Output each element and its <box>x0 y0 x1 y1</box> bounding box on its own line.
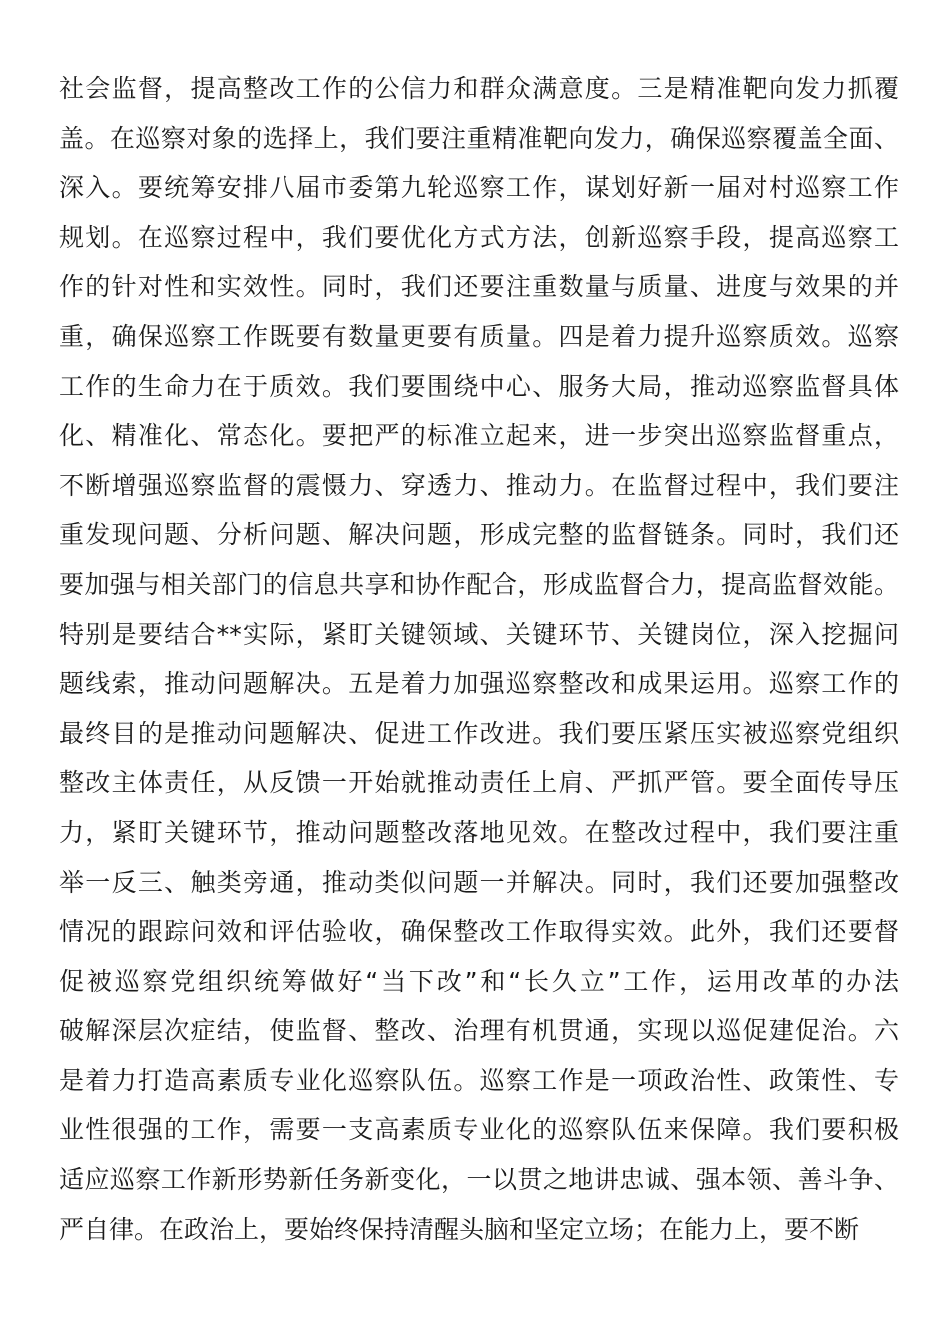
text-line: 最终目的是推动问题解决、促进工作改进。我们要压紧压实被巡察党组织 <box>59 718 899 748</box>
text-line: 是着力打造高素质专业化巡察队伍。巡察工作是一项政治性、政策性、专 <box>59 1065 899 1095</box>
text-line: 整改主体责任，从反馈一开始就推动责任上肩、严抓严管。要全面传导压 <box>59 768 899 798</box>
text-line: 要加强与相关部门的信息共享和协作配合，形成监督合力，提高监督效能。 <box>59 569 899 599</box>
text-line: 特别是要结合**实际，紧盯关键领域、关键环节、关键岗位，深入挖掘问 <box>59 619 899 649</box>
text-line: 举一反三、触类旁通，推动类似问题一并解决。同时，我们还要加强整改 <box>59 867 899 897</box>
text-line: 盖。在巡察对象的选择上，我们要注重精准靶向发力，确保巡察覆盖全面、 <box>59 123 899 153</box>
text-line: 不断增强巡察监督的震慑力、穿透力、推动力。在监督过程中，我们要注 <box>59 470 899 500</box>
text-line: 重，确保巡察工作既要有数量更要有质量。四是着力提升巡察质效。巡察 <box>59 321 899 351</box>
text-line: 力，紧盯关键环节，推动问题整改落地见效。在整改过程中，我们要注重 <box>59 817 899 847</box>
text-line: 化、精准化、常态化。要把严的标准立起来，进一步突出巡察监督重点， <box>59 421 899 451</box>
text-line: 工作的生命力在于质效。我们要围绕中心、服务大局，推动巡察监督具体 <box>59 371 899 401</box>
text-line: 社会监督，提高整改工作的公信力和群众满意度。三是精准靶向发力抓覆 <box>59 74 899 103</box>
text-line: 规划。在巡察过程中，我们要优化方式方法，创新巡察手段，提高巡察工 <box>59 222 899 252</box>
text-line: 适应巡察工作新形势新任务新变化，一以贯之地讲忠诚、强本领、善斗争、 <box>59 1165 899 1195</box>
text-line: 严自律。在政治上，要始终保持清醒头脑和坚定立场；在能力上，要不断 <box>59 1214 860 1244</box>
text-line: 情况的跟踪问效和评估验收，确保整改工作取得实效。此外，我们还要督 <box>59 917 899 947</box>
text-line: 业性很强的工作，需要一支高素质专业化的巡察队伍来保障。我们要积极 <box>59 1115 899 1145</box>
text-line: 作的针对性和实效性。同时，我们还要注重数量与质量、进度与效果的并 <box>59 272 899 302</box>
text-line: 破解深层次症结，使监督、整改、治理有机贯通，实现以巡促建促治。六 <box>59 1016 899 1046</box>
text-line: 题线索，推动问题解决。五是着力加强巡察整改和成果运用。巡察工作的 <box>59 669 899 699</box>
text-line: 促被巡察党组织统筹做好“当下改”和“长久立”工作，运用改革的办法 <box>59 966 899 996</box>
body-text <box>59 64 899 1254</box>
text-line: 深入。要统筹安排八届市委第九轮巡察工作，谋划好新一届对村巡察工作 <box>59 173 899 203</box>
text-line: 重发现问题、分析问题、解决问题，形成完整的监督链条。同时，我们还 <box>59 520 899 550</box>
